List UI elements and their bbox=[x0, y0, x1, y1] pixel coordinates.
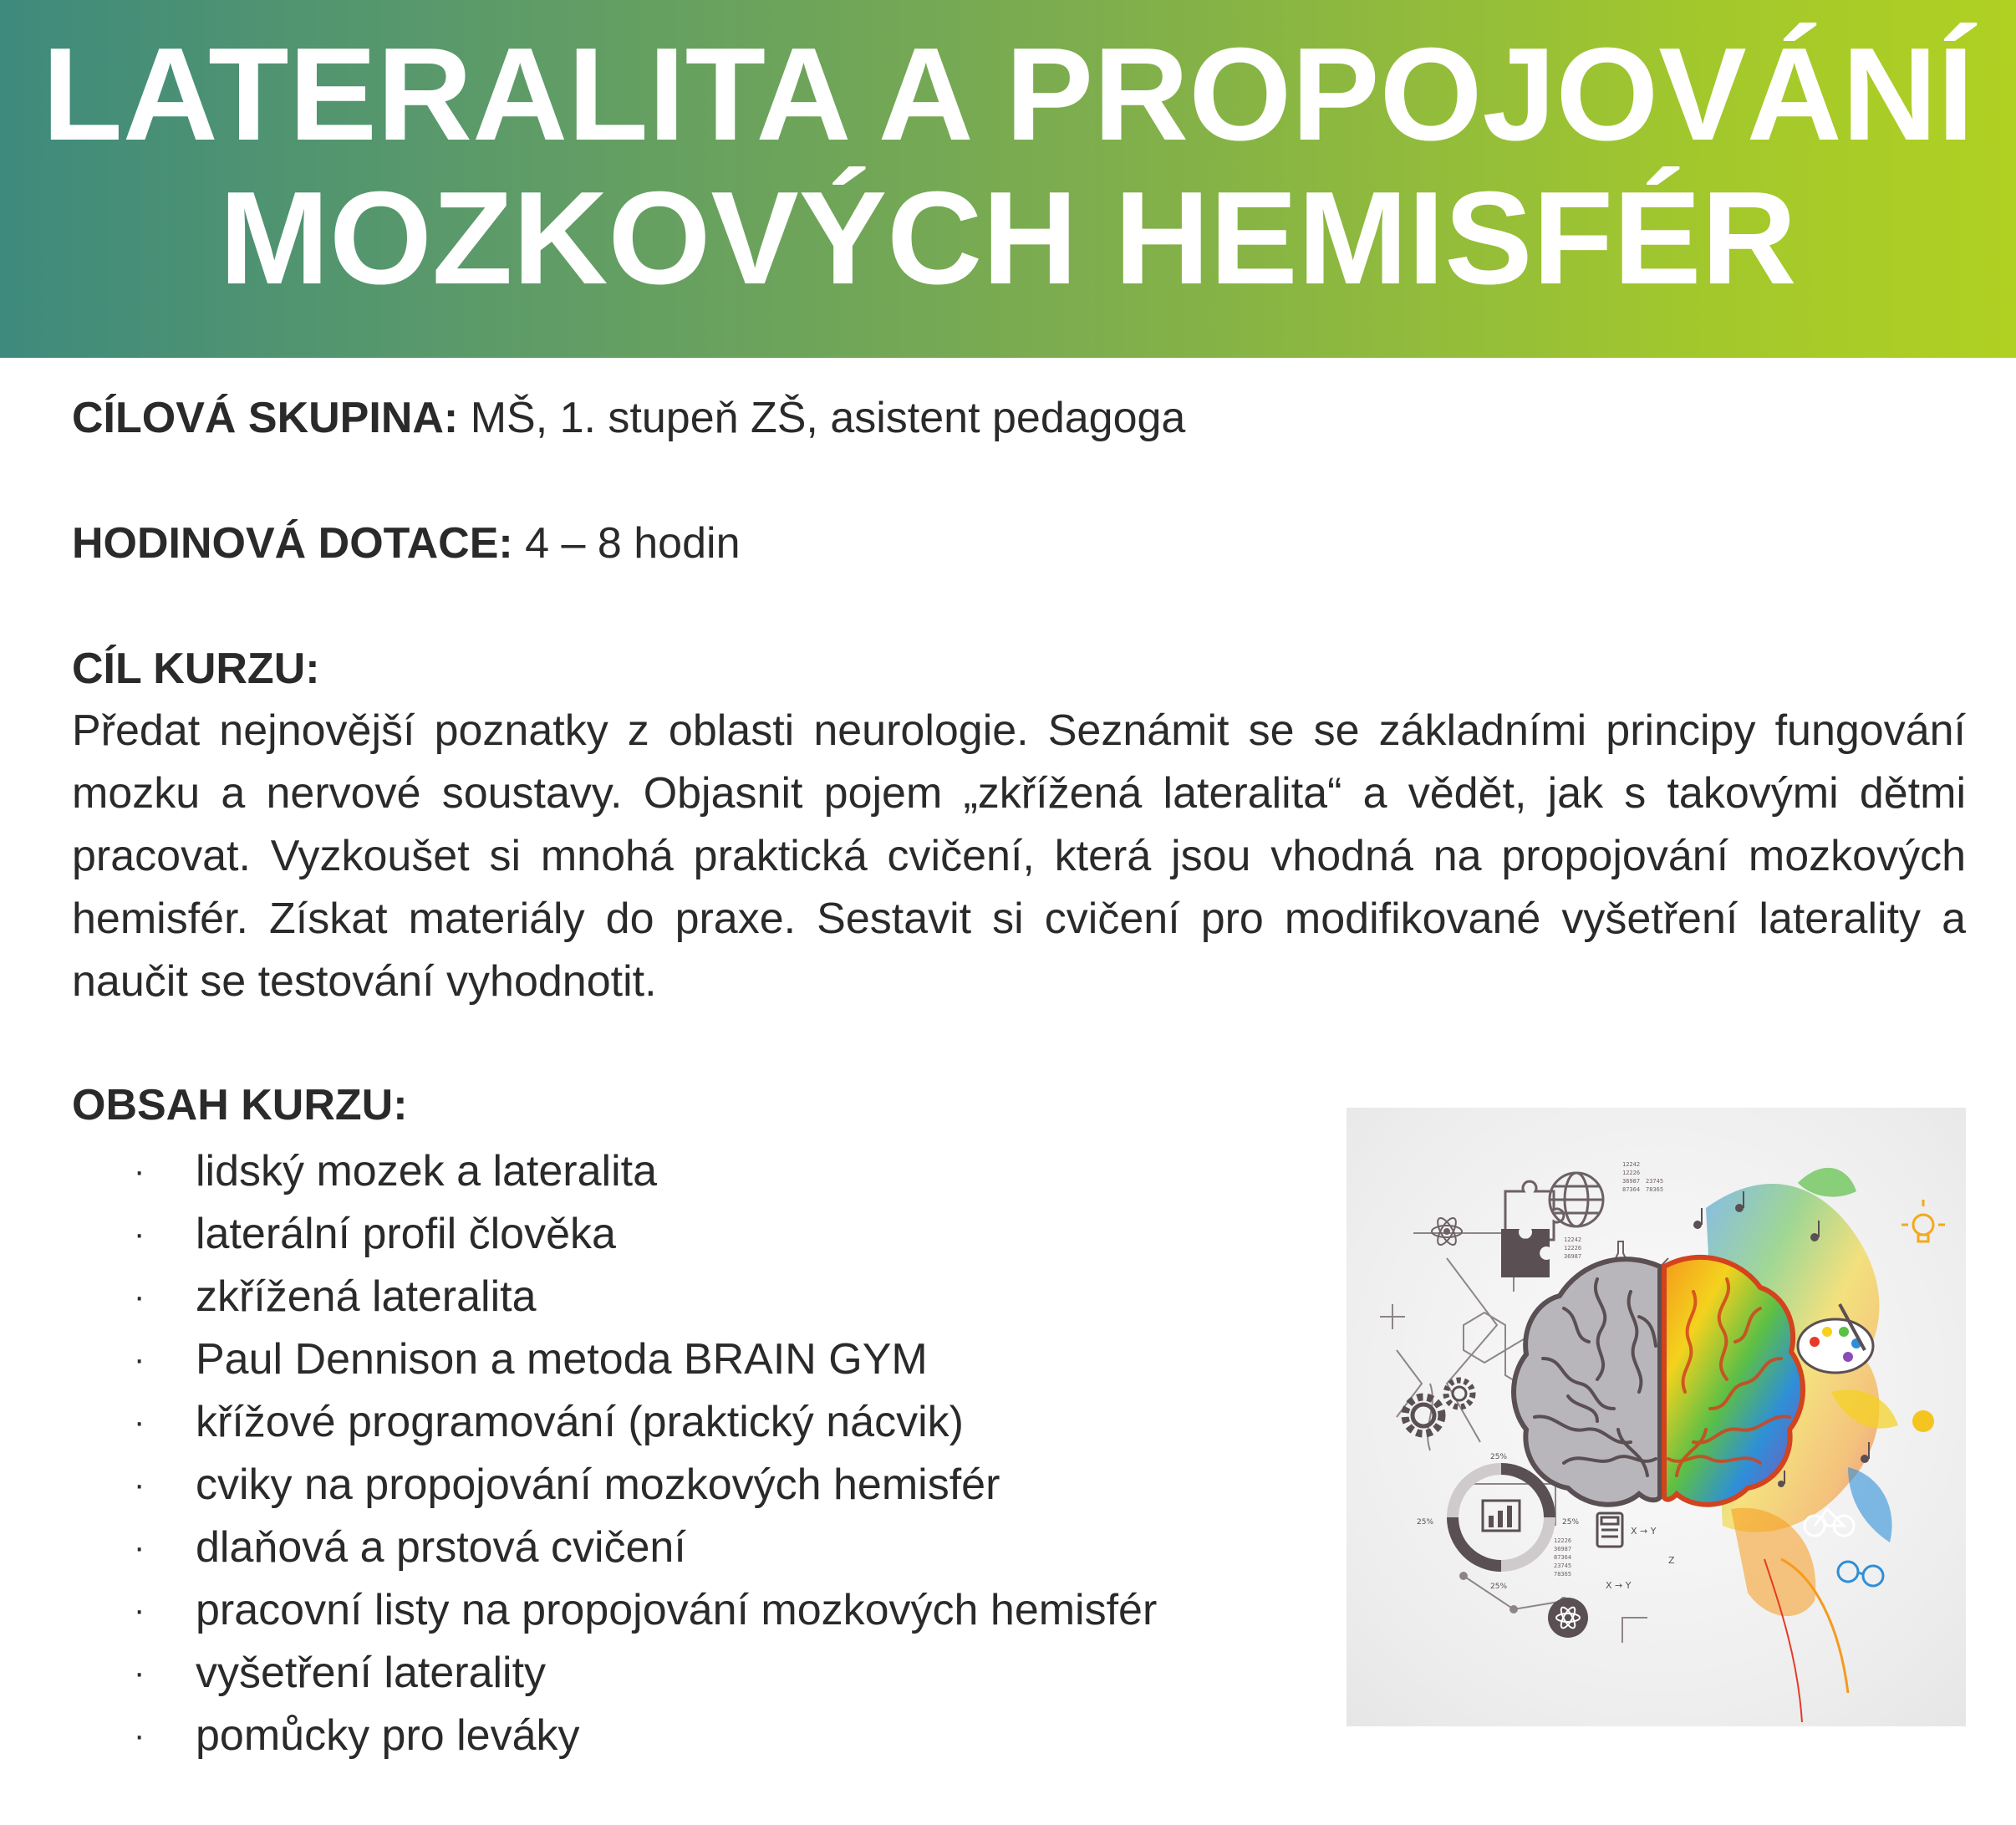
light-bulb-icon bbox=[1901, 1200, 1945, 1241]
bullet-icon: · bbox=[134, 1592, 145, 1629]
puzzle-icon bbox=[1501, 1181, 1564, 1277]
pct-bottom: 25% bbox=[1490, 1583, 1508, 1591]
nums-3: 36987 bbox=[1622, 1178, 1641, 1185]
content-list-item-text: dlaňová a prstová cvičení bbox=[196, 1523, 686, 1572]
axis-label-2: X → Y bbox=[1606, 1580, 1632, 1591]
nums-13: 23745 bbox=[1554, 1562, 1572, 1569]
content-heading: OBSAH KURZU: bbox=[72, 1081, 408, 1129]
nums-5: 87364 bbox=[1622, 1186, 1641, 1193]
nums-10: 12226 bbox=[1554, 1537, 1572, 1544]
pct-right: 25% bbox=[1562, 1518, 1580, 1527]
nums-9: 36987 bbox=[1564, 1253, 1582, 1260]
content-list-item bbox=[72, 1266, 1157, 1328]
content-list-item-text: pracovní listy na propojování mozkových hemisfér bbox=[196, 1586, 1158, 1634]
bullet-icon: · bbox=[134, 1717, 145, 1754]
goal-text: Předat nejnovější poznatky z oblasti neurologie. Seznámit se se základními principy fungování mozku a nervové soustavy. Objasnit pojem „zkřížená lateralita“ a vědět, jak s takovými dětmi pracovat. Vyzkoušet si mnohá praktická cvičení, která jsou vhodná na propojování mozkových hemisfér. Získat materiály do praxe. Sestavit si cvičení pro modifikované vyšetření laterality a naučit se testování vyhodnotit. bbox=[72, 706, 1966, 1006]
nums-8: 12226 bbox=[1564, 1245, 1582, 1252]
content-list-item-text: lidský mozek a lateralita bbox=[196, 1147, 657, 1195]
nums-6: 78365 bbox=[1646, 1186, 1664, 1193]
nums-4: 23745 bbox=[1646, 1178, 1664, 1185]
header-banner bbox=[0, 0, 2016, 358]
content-list-item bbox=[72, 1203, 1157, 1266]
nums-14: 78365 bbox=[1554, 1571, 1572, 1578]
bullet-icon: · bbox=[134, 1654, 145, 1691]
globe-icon bbox=[1550, 1173, 1603, 1226]
content-list-item bbox=[72, 1517, 1157, 1579]
gear-icon bbox=[1405, 1380, 1473, 1434]
page-title-line-1: LATERALITA A PROPOJOVÁNÍ bbox=[42, 21, 1974, 168]
page-title-line-2: MOZKOVÝCH HEMISFÉR bbox=[219, 165, 1797, 312]
bullet-icon: · bbox=[134, 1529, 145, 1566]
content-list bbox=[72, 1140, 1157, 1767]
bullet-icon: · bbox=[134, 1341, 145, 1378]
atom-icon-bottom bbox=[1548, 1598, 1588, 1638]
axis-label-1: X → Y bbox=[1631, 1526, 1657, 1537]
calculator-icon bbox=[1597, 1513, 1622, 1547]
nums-1: 12242 bbox=[1622, 1161, 1641, 1168]
axis-label-z: Z bbox=[1668, 1555, 1675, 1566]
brain-illustration-svg bbox=[1347, 1108, 1966, 1726]
hours-value: 4 – 8 hodin bbox=[512, 519, 741, 568]
nums-11: 36987 bbox=[1554, 1546, 1572, 1552]
content-list-item-text: zkřížená lateralita bbox=[196, 1272, 537, 1321]
bullet-icon: · bbox=[134, 1404, 145, 1440]
content-list-item-text: cviky na propojování mozkových hemisfér bbox=[196, 1461, 1000, 1509]
pct-top: 25% bbox=[1490, 1453, 1508, 1461]
nums-2: 12226 bbox=[1622, 1170, 1641, 1176]
left-hemisphere bbox=[1514, 1259, 1660, 1505]
target-group-label: CÍLOVÁ SKUPINA: bbox=[72, 394, 459, 442]
content-list-item-text: vyšetření laterality bbox=[196, 1649, 547, 1697]
content-list-item bbox=[72, 1705, 1157, 1767]
goal-heading: CÍL KURZU: bbox=[72, 645, 320, 693]
content-list-item bbox=[72, 1328, 1157, 1391]
bullet-icon: · bbox=[134, 1466, 145, 1503]
content-list-item bbox=[72, 1140, 1157, 1203]
brain-illustration bbox=[1347, 1108, 1966, 1726]
pct-left: 25% bbox=[1417, 1518, 1434, 1527]
content-list-item bbox=[72, 1391, 1157, 1454]
content-list-item-text: křížové programování (praktický nácvik) bbox=[196, 1398, 964, 1446]
content-list-item-text: laterální profil člověka bbox=[196, 1210, 616, 1258]
target-group-field bbox=[72, 391, 1185, 445]
bullet-icon: · bbox=[134, 1153, 145, 1190]
hours-field bbox=[72, 517, 740, 570]
atom-icon bbox=[1432, 1216, 1462, 1247]
glasses-icon bbox=[1838, 1562, 1883, 1586]
nums-7: 12242 bbox=[1564, 1236, 1582, 1243]
content-list-item-text: Paul Dennison a metoda BRAIN GYM bbox=[196, 1335, 928, 1384]
hours-label: HODINOVÁ DOTACE: bbox=[72, 519, 513, 568]
content-list-item bbox=[72, 1642, 1157, 1705]
content-list-item bbox=[72, 1579, 1157, 1642]
content-list-item-text: pomůcky pro leváky bbox=[196, 1711, 580, 1760]
nums-12: 87364 bbox=[1554, 1554, 1572, 1561]
bullet-icon: · bbox=[134, 1278, 145, 1315]
content-list-item bbox=[72, 1454, 1157, 1517]
bullet-icon: · bbox=[134, 1216, 145, 1252]
target-group-value: MŠ, 1. stupeň ZŠ, asistent pedagoga bbox=[458, 394, 1186, 442]
